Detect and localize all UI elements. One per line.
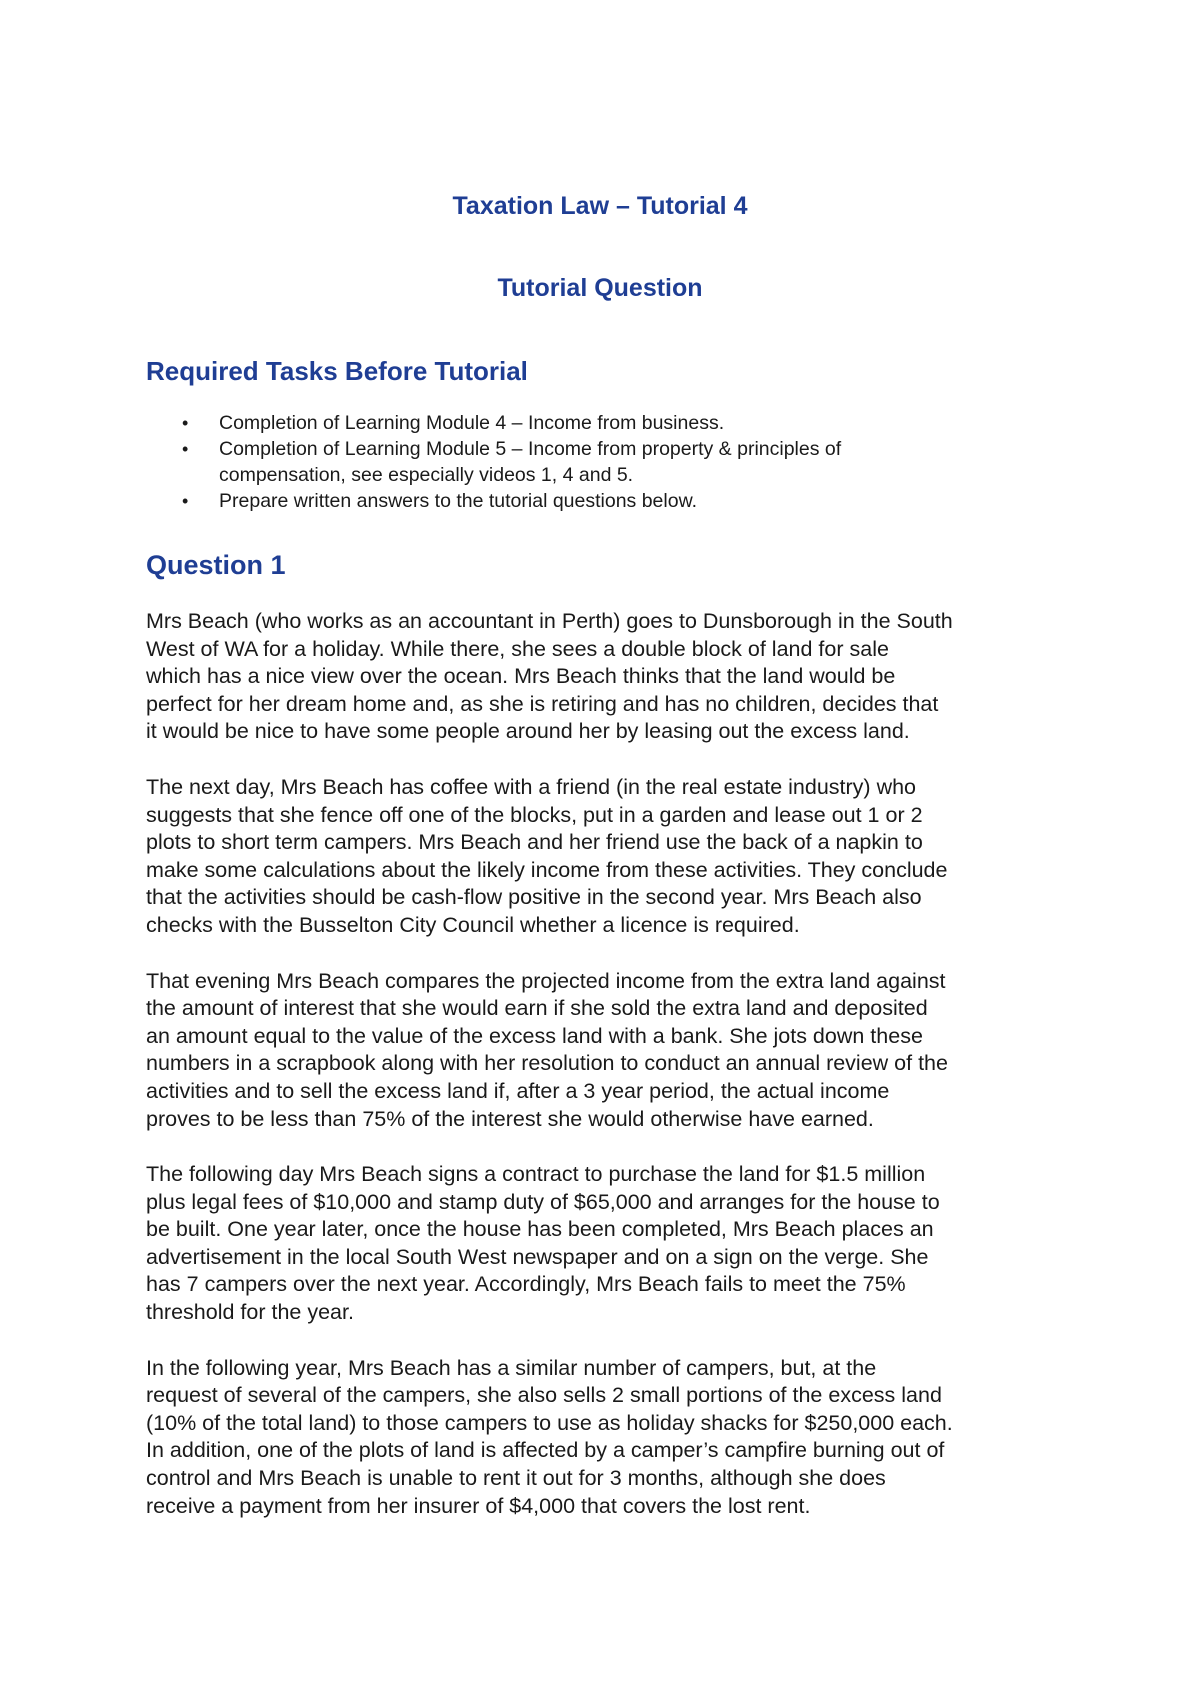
- paragraph-line: be built. One year later, once the house has been completed, Mrs Beach places an: [146, 1217, 934, 1242]
- task-line: compensation, see especially videos 1, 4 and 5.: [219, 464, 634, 486]
- paragraph-line: has 7 campers over the next year. Accordingly, Mrs Beach fails to meet the 75%: [146, 1272, 906, 1297]
- paragraph-line: receive a payment from her insurer of $4,000 that covers the lost rent.: [146, 1493, 811, 1518]
- paragraph-line: request of several of the campers, she also sells 2 small portions of the excess land: [146, 1383, 942, 1408]
- bullet-icon: •: [182, 439, 189, 459]
- paragraph-line: activities and to sell the excess land if, after a 3 year period, the actual income: [146, 1078, 890, 1103]
- task-line: Prepare written answers to the tutorial questions below.: [219, 490, 698, 512]
- bullet-icon: •: [182, 491, 189, 511]
- paragraph-line: (10% of the total land) to those campers to use as holiday shacks for $250,000 each.: [146, 1410, 953, 1435]
- question-paragraph: [146, 608, 1076, 746]
- paragraph-line: an amount equal to the value of the excess land with a bank. She jots down these: [146, 1023, 923, 1048]
- paragraph-line: perfect for her dream home and, as she is retiring and has no children, decides that: [146, 691, 939, 716]
- paragraph-line: control and Mrs Beach is unable to rent it out for 3 months, although she does: [146, 1466, 886, 1491]
- question-paragraph: [146, 1161, 1076, 1327]
- paragraph-line: That evening Mrs Beach compares the projected income from the extra land against: [146, 968, 946, 993]
- paragraph-line: Mrs Beach (who works as an accountant in Perth) goes to Dunsborough in the South: [146, 609, 953, 633]
- task-line: Completion of Learning Module 5 – Income from property & principles of: [219, 438, 842, 460]
- question-paragraph: [146, 1355, 1076, 1521]
- paragraph-line: make some calculations about the likely income from these activities. They conclude: [146, 857, 948, 882]
- paragraph-line: checks with the Busselton City Council whether a licence is required.: [146, 912, 800, 937]
- paragraph-line: numbers in a scrapbook along with her resolution to conduct an annual review of the: [146, 1051, 948, 1076]
- paragraph-line: plus legal fees of $10,000 and stamp duty of $65,000 and arranges for the house to: [146, 1189, 940, 1214]
- page-subtitle: Tutorial Question: [497, 274, 703, 302]
- paragraph-line: proves to be less than 75% of the interest she would otherwise have earned.: [146, 1106, 874, 1131]
- paragraph-line: In the following year, Mrs Beach has a similar number of campers, but, at the: [146, 1355, 877, 1380]
- paragraph-line: The next day, Mrs Beach has coffee with a friend (in the real estate industry) who: [146, 774, 917, 799]
- paragraph-line: threshold for the year.: [146, 1300, 354, 1325]
- question-body: [146, 608, 1076, 1548]
- task-list-item: [146, 436, 966, 488]
- bullet-icon: •: [182, 413, 189, 433]
- paragraph-line: In addition, one of the plots of land is affected by a camper’s campfire burning out of: [146, 1438, 945, 1463]
- task-line: Completion of Learning Module 4 – Income from business.: [219, 412, 725, 434]
- paragraph-line: it would be nice to have some people around her by leasing out the excess land.: [146, 719, 910, 744]
- paragraph-line: which has a nice view over the ocean. Mrs Beach thinks that the land would be: [146, 664, 896, 689]
- question-heading: Question 1: [146, 550, 286, 580]
- question-paragraph: [146, 968, 1076, 1134]
- paragraph-line: that the activities should be cash-flow positive in the second year. Mrs Beach also: [146, 885, 922, 910]
- paragraph-line: suggests that she fence off one of the blocks, put in a garden and lease out 1 or 2: [146, 802, 923, 827]
- paragraph-line: the amount of interest that she would earn if she sold the extra land and deposited: [146, 996, 928, 1021]
- task-list-item: [146, 488, 966, 514]
- question-paragraph: [146, 774, 1076, 940]
- paragraph-line: West of WA for a holiday. While there, she sees a double block of land for sale: [146, 636, 889, 661]
- task-list-item: [146, 410, 966, 436]
- paragraph-line: advertisement in the local South West newspaper and on a sign on the verge. She: [146, 1244, 929, 1269]
- tasks-heading: Required Tasks Before Tutorial: [146, 356, 528, 386]
- paragraph-line: plots to short term campers. Mrs Beach and her friend use the back of a napkin to: [146, 830, 923, 855]
- page-title: Taxation Law – Tutorial 4: [452, 192, 748, 220]
- tasks-list: [146, 410, 966, 514]
- paragraph-line: The following day Mrs Beach signs a contract to purchase the land for $1.5 million: [146, 1162, 926, 1187]
